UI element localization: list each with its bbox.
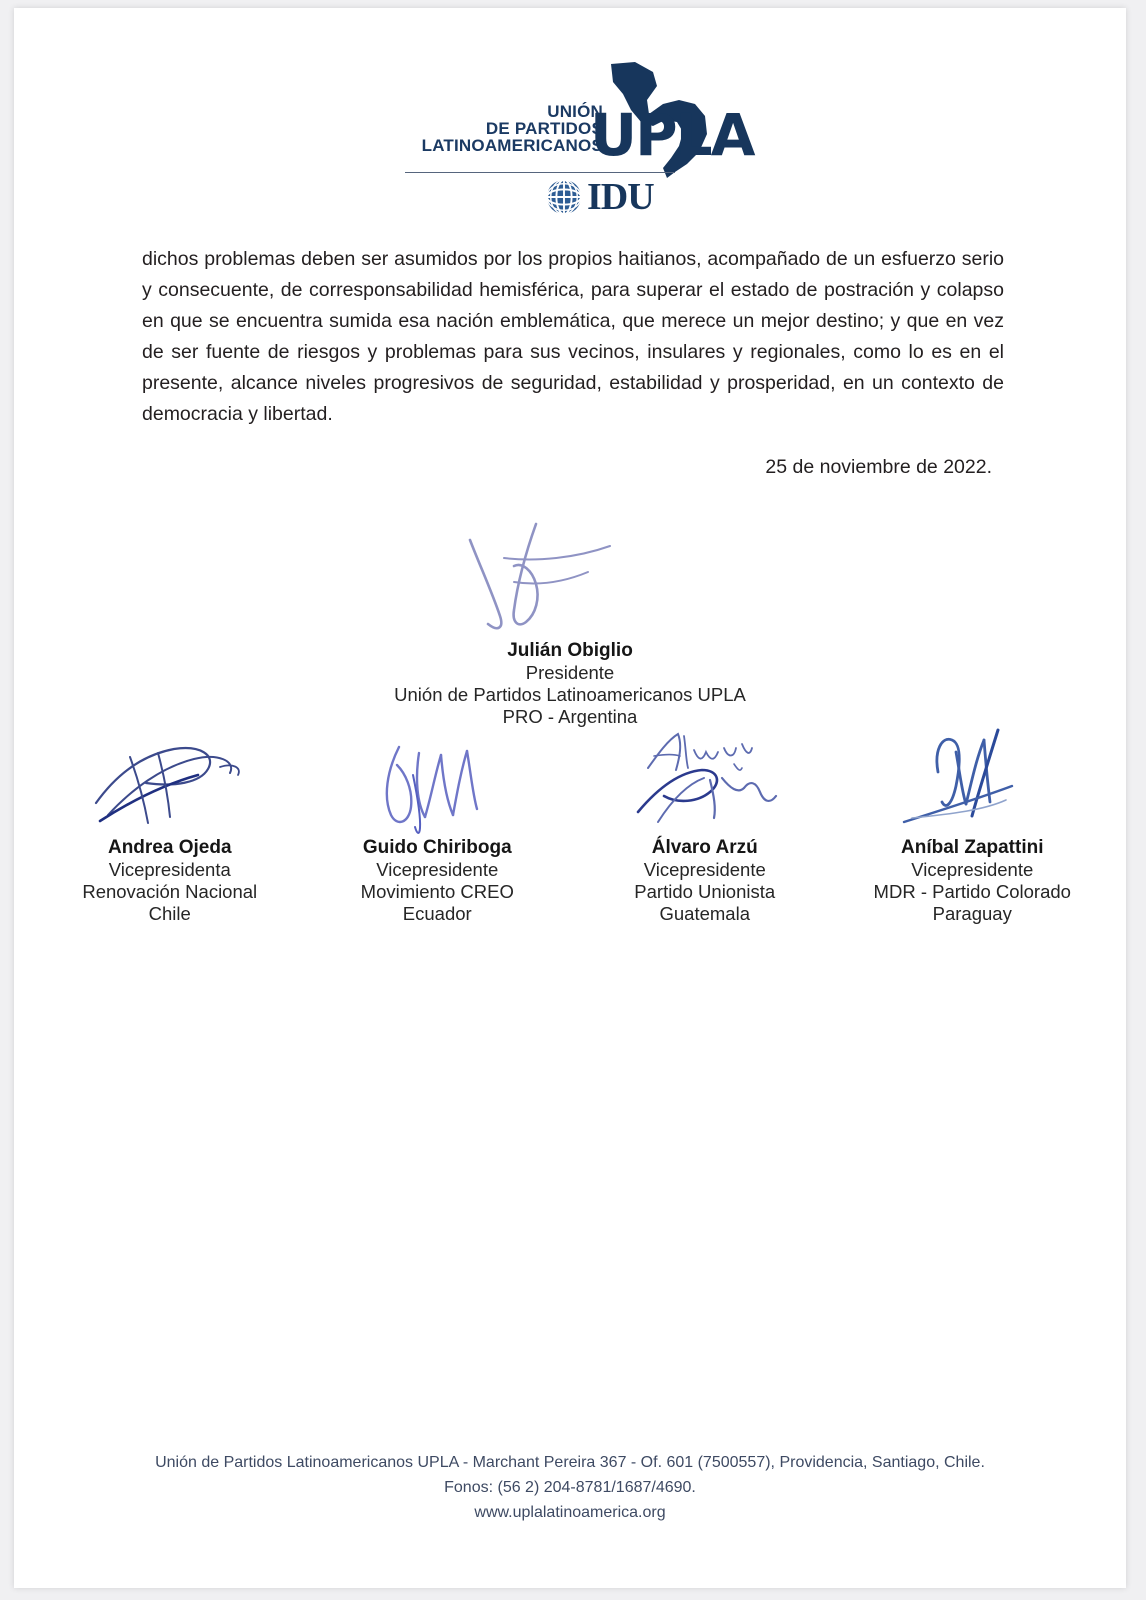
vicepresident-4-role: Vicepresidente — [911, 859, 1034, 880]
vicepresident-3-role: Vicepresidente — [643, 859, 766, 880]
vicepresident-3-country: Guatemala — [659, 903, 750, 924]
president-name: Julián Obiglio — [507, 640, 633, 661]
document-page — [14, 8, 1126, 1588]
logo-acronym: UPLA — [590, 101, 754, 169]
page-footer — [14, 1450, 1126, 1525]
logo-line-1: UNIÓN — [547, 102, 603, 121]
vicepresident-1-details — [36, 837, 304, 925]
body-paragraph: dichos problemas deben ser asumidos por los propios haitianos, acompañado de un esfuerzo serio y consecuente, de corresponsabilidad hemisférica, para superar el estado de postración y colapso en que se encuentra sumida esa nación emblemática, que merece un mejor destino; y que en vez de ser fuente de riesgos y problemas para sus vecinos, insulares y regionales, como lo es en el presente, alcance niveles progresivos de seguridad, estabilidad y prosperidad, en un contexto de democracia y libertad. — [142, 248, 1004, 425]
vicepresident-3-party: Partido Unionista — [634, 881, 776, 902]
president-details — [14, 640, 1126, 728]
logo-divider — [405, 172, 675, 173]
logo-line-3: LATINOAMERICANOS — [421, 136, 603, 155]
vicepresident-2-country: Ecuador — [402, 903, 472, 924]
upla-idu-logo — [14, 60, 1126, 230]
president-party-country: PRO - Argentina — [502, 706, 638, 727]
vicepresident-block-4 — [839, 724, 1107, 925]
idu-text: IDU — [587, 176, 654, 218]
vicepresident-2-name: Guido Chiriboga — [362, 837, 512, 858]
vicepresident-1-country: Chile — [148, 903, 191, 924]
vicepresident-block-3 — [571, 724, 839, 925]
footer-phones: Fonos: (56 2) 204-8781/1687/4690. — [444, 1479, 696, 1496]
logo-line-2: DE PARTIDOS — [485, 119, 603, 138]
vicepresidents-row — [36, 724, 1106, 925]
vicepresident-4-party: MDR - Partido Colorado — [873, 881, 1071, 902]
letter-body — [142, 244, 1004, 430]
vicepresident-1-role: Vicepresidenta — [108, 859, 231, 880]
vicepresident-2-role: Vicepresidente — [376, 859, 499, 880]
vicepresident-4-name: Aníbal Zapattini — [901, 837, 1044, 858]
vicepresident-1-party: Renovación Nacional — [82, 881, 258, 902]
vicepresident-block-1 — [36, 724, 304, 925]
vicepresident-3-signature-image — [571, 724, 839, 836]
vicepresident-block-2 — [304, 724, 572, 925]
vicepresident-4-country: Paraguay — [932, 903, 1012, 924]
vicepresident-2-details — [304, 837, 572, 925]
president-signature-block — [14, 516, 1126, 728]
vicepresident-1-name: Andrea Ojeda — [107, 837, 232, 858]
logo-wordmark — [422, 103, 603, 154]
vicepresident-2-signature-image — [304, 724, 572, 836]
vicepresident-3-name: Álvaro Arzú — [651, 837, 758, 858]
president-organization: Unión de Partidos Latinoamericanos UPLA — [394, 684, 746, 705]
president-role: Presidente — [525, 662, 615, 683]
footer-website: www.uplalatinoamerica.org — [474, 1504, 666, 1521]
vicepresident-1-signature-image — [36, 724, 304, 836]
vicepresident-4-signature-image — [839, 724, 1107, 836]
footer-address: Unión de Partidos Latinoamericanos UPLA - Marchant Pereira 367 - Of. 601 (7500557), Providencia, Santiago, Chile. — [155, 1454, 985, 1471]
vicepresident-2-party: Movimiento CREO — [360, 881, 514, 902]
idu-logo — [545, 178, 654, 216]
vicepresident-4-details — [839, 837, 1107, 925]
globe-icon — [545, 178, 583, 216]
letter-date: 25 de noviembre de 2022. — [765, 456, 992, 478]
president-signature-image — [14, 516, 1126, 638]
vicepresident-3-details — [571, 837, 839, 925]
